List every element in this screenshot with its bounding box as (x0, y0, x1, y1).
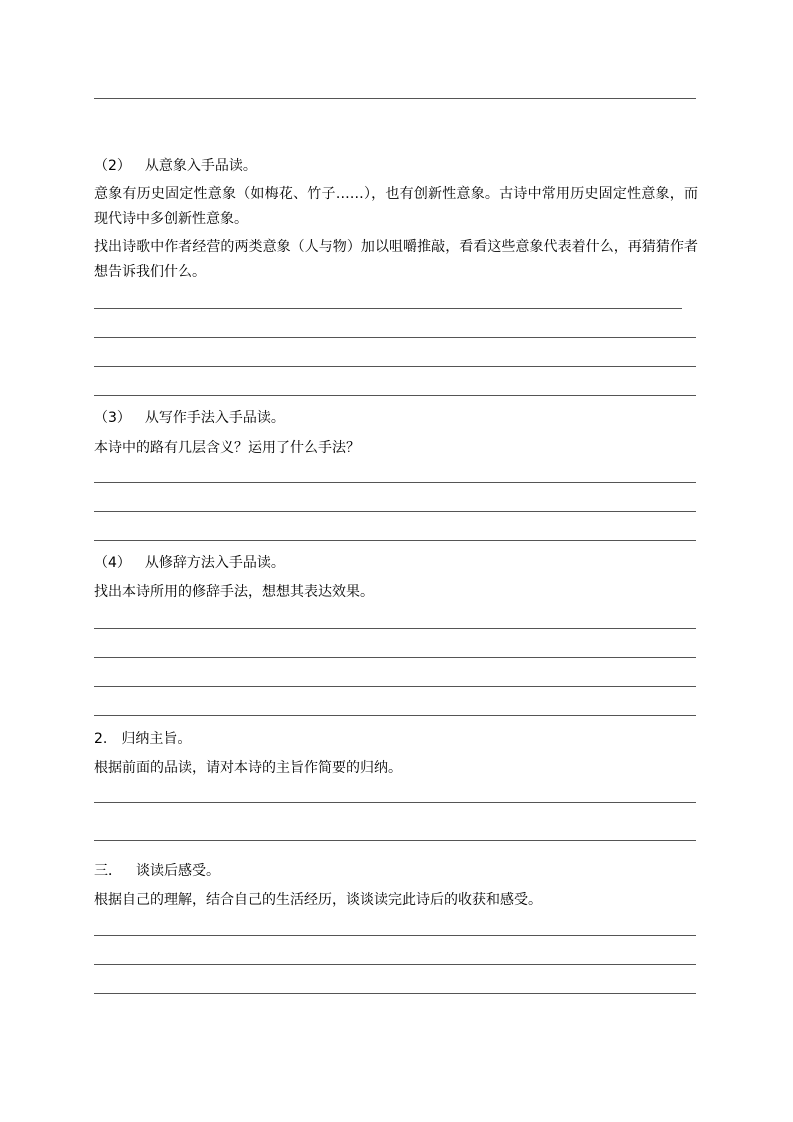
section-4-title: 从修辞方法入手品读。 (144, 555, 285, 571)
section-4-question: 找出本诗所用的修辞手法，想想其表达效果。 (94, 584, 374, 600)
answer-line[interactable] (94, 366, 696, 367)
answer-line[interactable] (94, 840, 696, 841)
summary-title: 归纳主旨。 (121, 731, 192, 747)
section-2-paragraph-2: 找出诗歌中作者经营的两类意象（人与物）加以咀嚼推敲，看看这些意象代表着什么，再猜猜作者想告诉我们什么。 (94, 239, 698, 280)
answer-line[interactable] (94, 964, 696, 965)
summary-heading (94, 729, 191, 749)
answer-line[interactable] (94, 993, 696, 994)
part-three-number: 三． (94, 863, 122, 879)
section-3-heading (94, 408, 285, 428)
part-three-question: 根据自己的理解，结合自己的生活经历，谈谈读完此诗后的收获和感受。 (94, 892, 542, 908)
answer-line[interactable] (94, 657, 696, 658)
answer-line[interactable] (94, 98, 696, 99)
section-3-question: 本诗中的路有几层含义？运用了什么手法？ (94, 440, 360, 456)
answer-line[interactable] (94, 802, 696, 803)
section-3-title: 从写作手法入手品读。 (144, 410, 285, 426)
answer-line[interactable] (94, 935, 696, 936)
answer-line[interactable] (94, 482, 696, 483)
answer-line[interactable] (94, 395, 696, 396)
part-three-title: 谈读后感受。 (136, 863, 220, 879)
answer-line[interactable] (94, 308, 682, 309)
summary-number: 2. (94, 731, 108, 747)
section-2-number: （2） (94, 158, 131, 174)
section-3-number: （3） (94, 410, 131, 426)
answer-line[interactable] (94, 628, 696, 629)
answer-line[interactable] (94, 540, 696, 541)
section-4-heading (94, 553, 285, 573)
section-2-heading (94, 156, 257, 176)
answer-line[interactable] (94, 686, 696, 687)
answer-line[interactable] (94, 337, 696, 338)
answer-line[interactable] (94, 715, 696, 716)
section-4-number: （4） (94, 555, 131, 571)
summary-question: 根据前面的品读，请对本诗的主旨作简要的归纳。 (94, 760, 402, 776)
answer-line[interactable] (94, 511, 696, 512)
section-2-paragraph-1: 意象有历史固定性意象（如梅花、竹子……），也有创新性意象。古诗中常用历史固定性意象，而现代诗中多创新性意象。 (94, 186, 698, 227)
section-2-title: 从意象入手品读。 (144, 158, 257, 174)
part-three-heading (94, 861, 220, 881)
